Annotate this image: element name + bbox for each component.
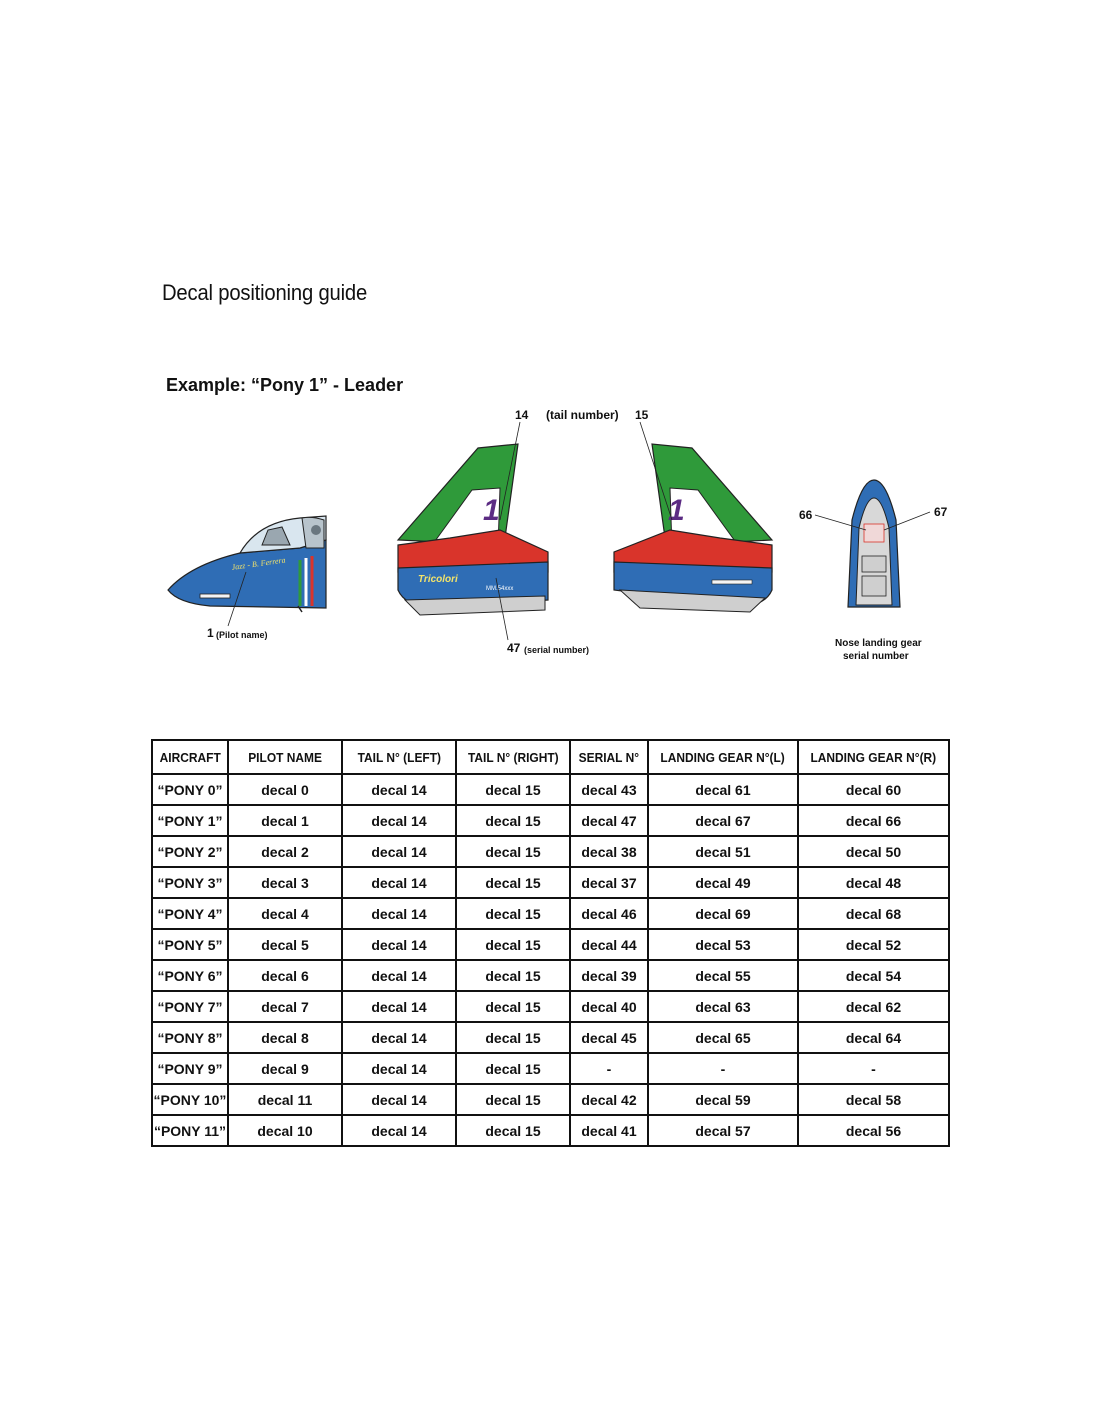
column-header-label: TAIL N° (RIGHT) bbox=[467, 749, 559, 765]
decal-cell: decal 14 bbox=[342, 805, 456, 836]
table-row bbox=[152, 991, 949, 1022]
decal-cell: decal 56 bbox=[798, 1115, 949, 1146]
decal-cell: decal 15 bbox=[456, 867, 570, 898]
serial-text-left: MM.54xxx bbox=[486, 586, 514, 592]
callout-tail-right-number: 15 bbox=[635, 408, 649, 422]
decal-cell: decal 2 bbox=[228, 836, 342, 867]
decal-cell: decal 14 bbox=[342, 960, 456, 991]
decal-cell: decal 45 bbox=[570, 1022, 648, 1053]
decal-cell: decal 66 bbox=[798, 805, 949, 836]
decal-cell: decal 68 bbox=[798, 898, 949, 929]
decal-cell: decal 54 bbox=[798, 960, 949, 991]
decal-cell: decal 15 bbox=[456, 805, 570, 836]
decal-cell: decal 14 bbox=[342, 1115, 456, 1146]
decal-cell: decal 39 bbox=[570, 960, 648, 991]
column-header-label: AIRCRAFT bbox=[159, 749, 221, 765]
aircraft-cell: “PONY 4” bbox=[152, 898, 228, 929]
page-title: Decal positioning guide bbox=[162, 280, 368, 305]
column-header-label: LANDING GEAR N°(L) bbox=[660, 749, 786, 765]
decal-table bbox=[151, 739, 950, 1147]
decal-cell: decal 65 bbox=[648, 1022, 798, 1053]
callout-pilot-number: 1 bbox=[207, 626, 214, 640]
aircraft-cell: “PONY 3” bbox=[152, 867, 228, 898]
decal-cell: decal 15 bbox=[456, 774, 570, 805]
column-header bbox=[342, 740, 456, 774]
decal-cell: decal 15 bbox=[456, 991, 570, 1022]
callout-gear-left-number: 66 bbox=[799, 508, 813, 522]
decal-cell: decal 69 bbox=[648, 898, 798, 929]
table-row bbox=[152, 1115, 949, 1146]
decal-cell: decal 14 bbox=[342, 1084, 456, 1115]
table-row bbox=[152, 774, 949, 805]
column-header-label: SERIAL N° bbox=[578, 749, 640, 765]
decal-cell: decal 62 bbox=[798, 991, 949, 1022]
callout-serial-number: 47 bbox=[507, 641, 521, 655]
decal-cell: decal 15 bbox=[456, 836, 570, 867]
decal-cell: decal 15 bbox=[456, 1053, 570, 1084]
decal-cell: - bbox=[648, 1053, 798, 1084]
tail-digit-right: 1 bbox=[668, 494, 685, 527]
decal-cell: decal 67 bbox=[648, 805, 798, 836]
decal-cell: decal 37 bbox=[570, 867, 648, 898]
aircraft-cell: “PONY 8” bbox=[152, 1022, 228, 1053]
nose-side-view bbox=[168, 516, 326, 626]
decal-cell: decal 9 bbox=[228, 1053, 342, 1084]
decal-cell: decal 58 bbox=[798, 1084, 949, 1115]
decal-cell: decal 61 bbox=[648, 774, 798, 805]
table-row bbox=[152, 805, 949, 836]
decal-cell: decal 51 bbox=[648, 836, 798, 867]
decal-cell: decal 38 bbox=[570, 836, 648, 867]
column-header-label: LANDING GEAR N°(R) bbox=[810, 749, 937, 765]
column-header bbox=[648, 740, 798, 774]
column-header bbox=[456, 740, 570, 774]
decal-cell: decal 8 bbox=[228, 1022, 342, 1053]
aircraft-cell: “PONY 10” bbox=[152, 1084, 228, 1115]
tail-left-view bbox=[398, 422, 548, 640]
decal-cell: decal 15 bbox=[456, 929, 570, 960]
column-header bbox=[570, 740, 648, 774]
callout-pilot-label: (Pilot name) bbox=[216, 630, 268, 640]
decal-cell: decal 44 bbox=[570, 929, 648, 960]
decal-cell: decal 14 bbox=[342, 1022, 456, 1053]
decal-cell: - bbox=[798, 1053, 949, 1084]
decal-cell: decal 15 bbox=[456, 898, 570, 929]
decal-cell: decal 42 bbox=[570, 1084, 648, 1115]
decal-cell: decal 43 bbox=[570, 774, 648, 805]
decal-cell: decal 41 bbox=[570, 1115, 648, 1146]
decal-cell: decal 52 bbox=[798, 929, 949, 960]
aircraft-cell: “PONY 2” bbox=[152, 836, 228, 867]
tail-digit-left: 1 bbox=[483, 494, 500, 527]
decal-cell: decal 14 bbox=[342, 898, 456, 929]
table-row bbox=[152, 898, 949, 929]
decal-cell: decal 57 bbox=[648, 1115, 798, 1146]
decal-cell: decal 14 bbox=[342, 1053, 456, 1084]
callout-gear-right-number: 67 bbox=[934, 505, 948, 519]
decal-cell: decal 11 bbox=[228, 1084, 342, 1115]
column-header bbox=[228, 740, 342, 774]
callout-tail-left-number: 14 bbox=[515, 408, 529, 422]
tricolori-text: Tricolori bbox=[418, 574, 458, 585]
gear-caption-line2: serial number bbox=[843, 651, 909, 662]
callout-tail-label: (tail number) bbox=[546, 408, 619, 422]
decal-cell: decal 46 bbox=[570, 898, 648, 929]
decal-cell: decal 53 bbox=[648, 929, 798, 960]
decal-cell: decal 59 bbox=[648, 1084, 798, 1115]
decal-cell: decal 1 bbox=[228, 805, 342, 836]
decal-cell: decal 14 bbox=[342, 774, 456, 805]
decal-cell: decal 3 bbox=[228, 867, 342, 898]
decal-cell: decal 60 bbox=[798, 774, 949, 805]
table-row bbox=[152, 1053, 949, 1084]
decal-cell: decal 63 bbox=[648, 991, 798, 1022]
svg-text:Jazz - B. Ferrera: Jazz - B. Ferrera bbox=[231, 555, 287, 572]
column-header-label: TAIL N° (LEFT) bbox=[357, 749, 441, 765]
aircraft-cell: “PONY 11” bbox=[152, 1115, 228, 1146]
aircraft-cell: “PONY 1” bbox=[152, 805, 228, 836]
decal-cell: decal 55 bbox=[648, 960, 798, 991]
tail-right-view bbox=[614, 422, 772, 612]
decal-cell: decal 10 bbox=[228, 1115, 342, 1146]
gear-caption-line1: Nose landing gear bbox=[835, 638, 922, 649]
decal-cell: - bbox=[570, 1053, 648, 1084]
aircraft-cell: “PONY 6” bbox=[152, 960, 228, 991]
aircraft-cell: “PONY 9” bbox=[152, 1053, 228, 1084]
decal-cell: decal 6 bbox=[228, 960, 342, 991]
table-row bbox=[152, 867, 949, 898]
decal-cell: decal 14 bbox=[342, 867, 456, 898]
table-row bbox=[152, 1022, 949, 1053]
decal-cell: decal 48 bbox=[798, 867, 949, 898]
decal-cell: decal 47 bbox=[570, 805, 648, 836]
table-row bbox=[152, 960, 949, 991]
table-row bbox=[152, 929, 949, 960]
table-body bbox=[152, 774, 949, 1146]
decal-cell: decal 64 bbox=[798, 1022, 949, 1053]
decal-cell: decal 40 bbox=[570, 991, 648, 1022]
decal-cell: decal 15 bbox=[456, 1084, 570, 1115]
decal-cell: decal 4 bbox=[228, 898, 342, 929]
nose-gear-door-view bbox=[815, 480, 930, 607]
column-header-label: PILOT NAME bbox=[248, 749, 322, 765]
decal-cell: decal 14 bbox=[342, 991, 456, 1022]
table-row bbox=[152, 1084, 949, 1115]
example-title: Example: “Pony 1” - Leader bbox=[166, 375, 404, 395]
aircraft-cell: “PONY 0” bbox=[152, 774, 228, 805]
table-row bbox=[152, 836, 949, 867]
decal-cell: decal 15 bbox=[456, 960, 570, 991]
aircraft-cell: “PONY 5” bbox=[152, 929, 228, 960]
decal-cell: decal 14 bbox=[342, 836, 456, 867]
table-header-row bbox=[152, 740, 949, 774]
decal-cell: decal 50 bbox=[798, 836, 949, 867]
aircraft-cell: “PONY 7” bbox=[152, 991, 228, 1022]
decal-cell: decal 49 bbox=[648, 867, 798, 898]
decal-cell: decal 15 bbox=[456, 1115, 570, 1146]
decal-cell: decal 14 bbox=[342, 929, 456, 960]
column-header bbox=[798, 740, 949, 774]
decal-cell: decal 7 bbox=[228, 991, 342, 1022]
column-header bbox=[152, 740, 228, 774]
callout-serial-label: (serial number) bbox=[524, 645, 590, 655]
decal-cell: decal 5 bbox=[228, 929, 342, 960]
decal-cell: decal 15 bbox=[456, 1022, 570, 1053]
decal-cell: decal 0 bbox=[228, 774, 342, 805]
